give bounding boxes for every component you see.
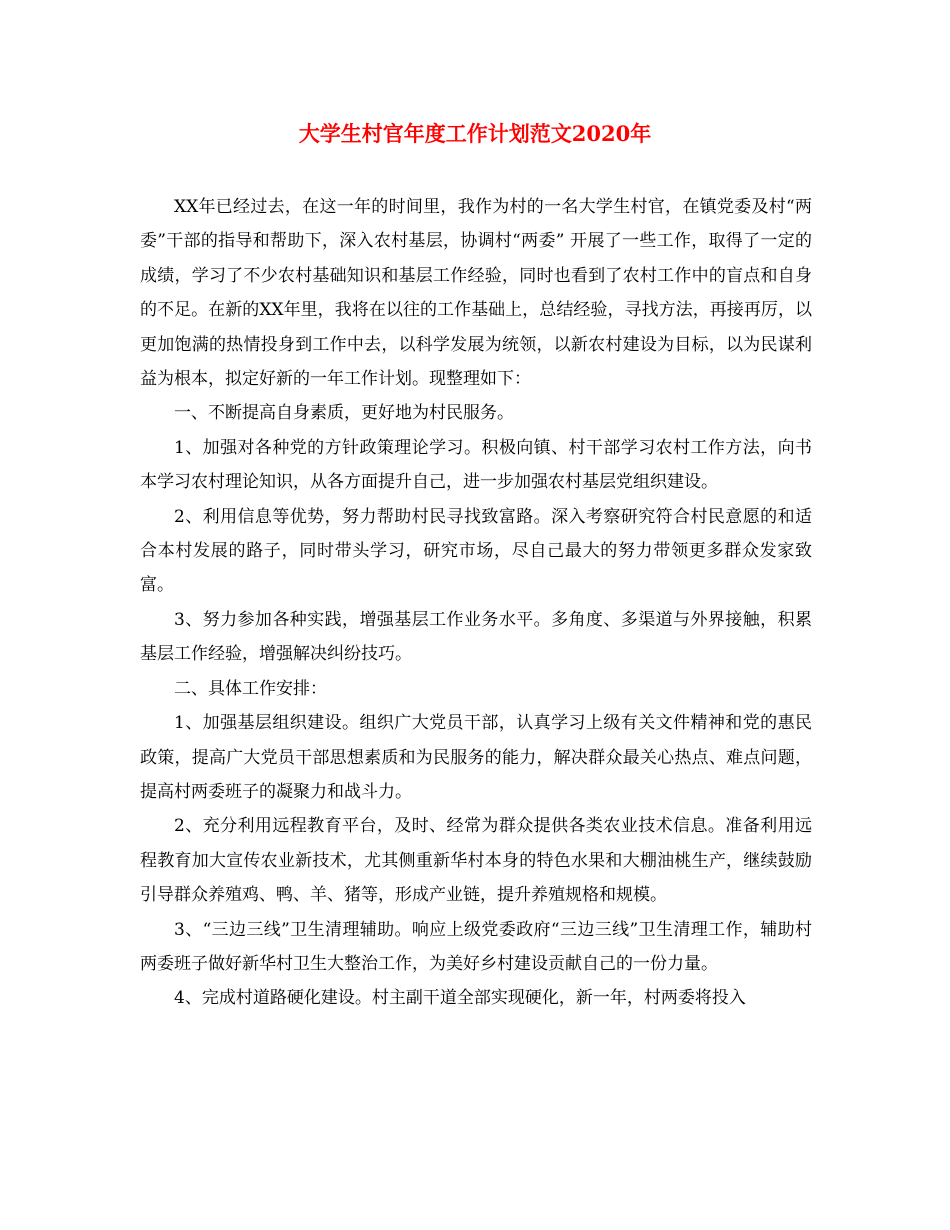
paragraph-1-2: 2、利用信息等优势，努力帮助村民寻找致富路。深入考察研究符合村民意愿的和适合本村发展的路子，同时带头学习，研究市场，尽自己最大的努力带领更多群众发家致富。 xyxy=(140,506,812,596)
document-title: 大学生村官年度工作计划范文2020年 xyxy=(298,121,652,146)
paragraph-1-1: 1、加强对各种党的方针政策理论学习。积极向镇、村干部学习农村工作方法，向书本学习农村理论知识，从各方面提升自己，进一步加强农村基层党组织建设。 xyxy=(140,437,812,493)
paragraph-2-1: 1、加强基层组织建设。组织广大党员干部，认真学习上级有关文件精神和党的惠民政策，提高广大党员干部思想素质和为民服务的能力，解决群众最关心热点、难点问题，提高村两委班子的凝聚力和战斗力。 xyxy=(140,713,812,802)
paragraph-2-3: 3、“三边三线”卫生清理辅助。响应上级党委政府“三边三线”卫生清理工作，辅助村两委班子做好新华村卫生大整治工作，为美好乡村建设贡献自己的一份力量。 xyxy=(140,919,812,974)
paragraph-intro: XX年已经过去，在这一年的时间里，我作为村的一名大学生村官，在镇党委及村“两委”干部的指导和帮助下，深入农村基层，协调村“两委” 开展了一些工作，取得了一定的成绩，学习了不少农村基础知识和基层工作经验，同时也看到了农村工作中的盲点和自身的不足。在新的XX年里，我将在以往的工作基础上，总结经验，寻找方法，再接再厉，以更加饱满的热情投身到工作中去，以科学发展为统领，以新农村建设为目标，以为民谋利益为根本，拟定好新的一年工作计划。现整理如下： xyxy=(140,197,812,390)
section-heading-2: 二、具体工作安排： xyxy=(174,678,327,699)
paragraph-2-4: 4、完成村道路硬化建设。村主副干道全部实现硬化，新一年，村两委将投入 xyxy=(174,988,746,1009)
paragraph-1-3: 3、努力参加各种实践，增强基层工作业务水平。多角度、多渠道与外界接触，积累基层工作经验，增强解决纠纷技巧。 xyxy=(140,609,812,665)
document-body xyxy=(140,190,812,1016)
paragraph-2-2: 2、充分利用远程教育平台，及时、经常为群众提供各类农业技术信息。准备利用远程教育加大宣传农业新技术，尤其侧重新华村本身的特色水果和大棚油桃生产，继续鼓励引导群众养殖鸡、鸭、羊、猪等，形成产业链，提升养殖规格和规模。 xyxy=(140,816,812,906)
section-heading-1: 一、不断提高自身素质，更好地为村民服务。 xyxy=(174,403,514,424)
